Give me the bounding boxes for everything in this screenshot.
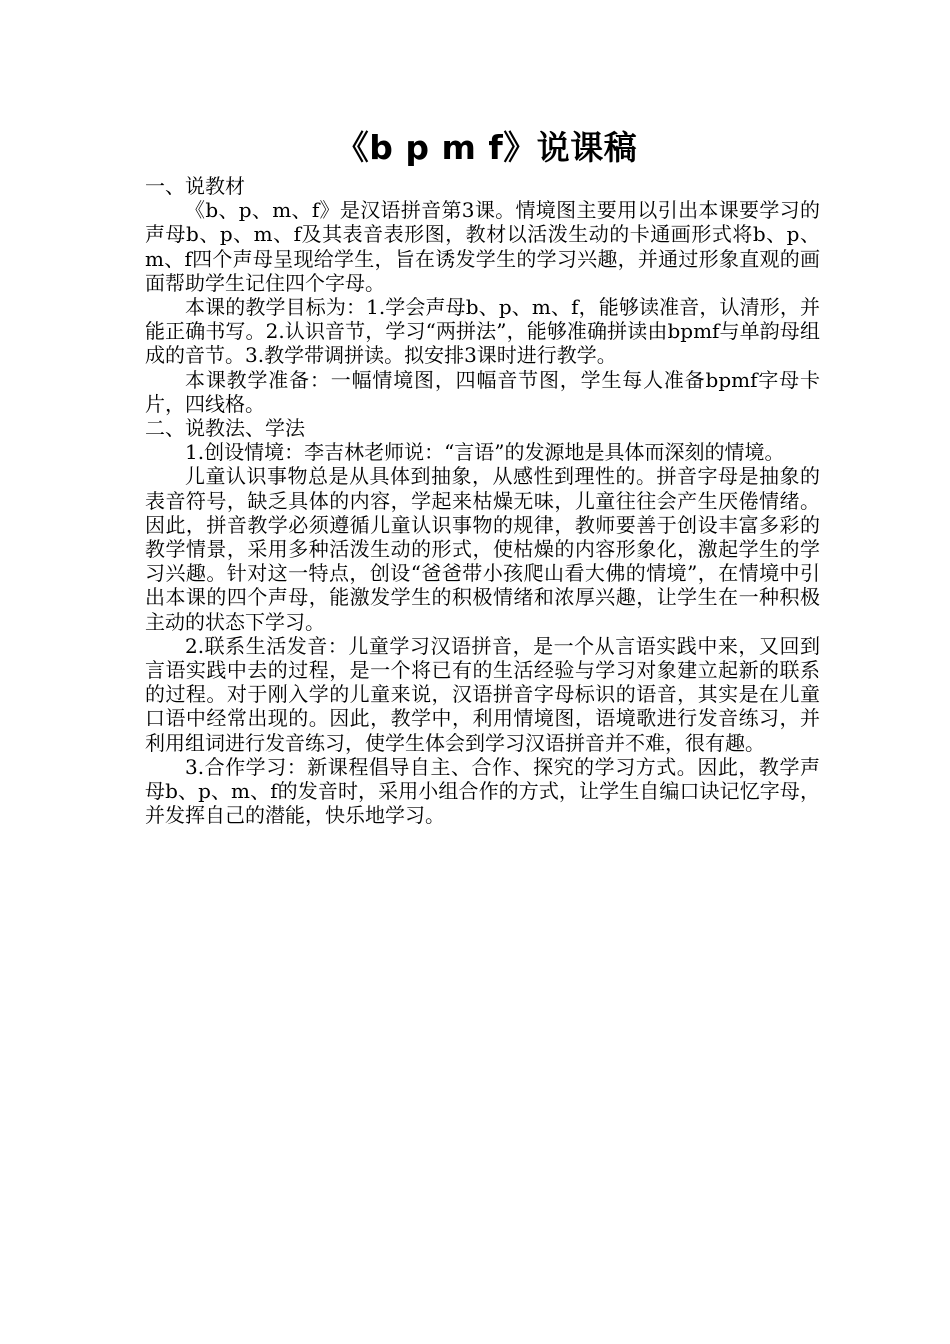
paragraph: 本课的教学目标为：1.学会声母b、p、m、f，能够读准音，认清形，并能正确书写。2.认识音节，学习“两拼法”，能够准确拼读由bpmf与单韵母组成的音节。3.教学带调拼读。拟安排3课时进行教学。 <box>145 295 820 368</box>
document-title: 《b p m f》说课稿 <box>335 128 638 167</box>
section-heading-teaching-method: 二、说教法、学法 <box>145 416 305 441</box>
paragraph: 3.合作学习：新课程倡导自主、合作、探究的学习方式。因此，教学声母b、p、m、f的发音时，采用小组合作的方式，让学生自编口诀记忆字母，并发挥自己的潜能，快乐地学习。 <box>145 754 820 828</box>
document-page <box>145 128 820 827</box>
paragraph: 1.创设情境：李吉林老师说：“言语”的发源地是具体而深刻的情境。 <box>185 440 785 465</box>
paragraph: 儿童认识事物总是从具体到抽象，从感性到理性的。拼音字母是抽象的表音符号，缺乏具体的内容，学起来枯燥无味，儿童往往会产生厌倦情绪。因此，拼音教学必须遵循儿童认识事物的规律，教师要善于创设丰富多彩的教学情景，采用多种活泼生动的形式，使枯燥的内容形象化，激起学生的学习兴趣。针对这一特点，创设“爸爸带小孩爬山看大佛的情境”，在情境中引出本课的四个声母，能激发学生的积极情绪和浓厚兴趣，让学生在一种积极主动的状态下学习。 <box>145 464 820 634</box>
paragraph: 本课教学准备：一幅情境图，四幅音节图，学生每人准备bpmf字母卡片，四线格。 <box>145 367 820 416</box>
section-heading-teaching-material: 一、说教材 <box>145 174 245 198</box>
paragraph: 2.联系生活发音：儿童学习汉语拼音，是一个从言语实践中来，又回到言语实践中去的过程，是一个将已有的生活经验与学习对象建立起新的联系的过程。对于刚入学的儿童来说，汉语拼音字母标识的语音，其实是在儿童口语中经常出现的。因此，教学中，利用情境图，语境歌进行发音练习，并利用组词进行发音练习，使学生体会到学习汉语拼音并不难，很有趣。 <box>145 633 820 755</box>
paragraph: 《b、p、m、f》是汉语拼音第3课。情境图主要用以引出本课要学习的声母b、p、m、f及其表音表形图，教材以活泼生动的卡通画形式将b、p、m、f四个声母呈现给学生，旨在诱发学生的学习兴趣，并通过形象直观的画面帮助学生记住四个字母。 <box>145 198 820 295</box>
